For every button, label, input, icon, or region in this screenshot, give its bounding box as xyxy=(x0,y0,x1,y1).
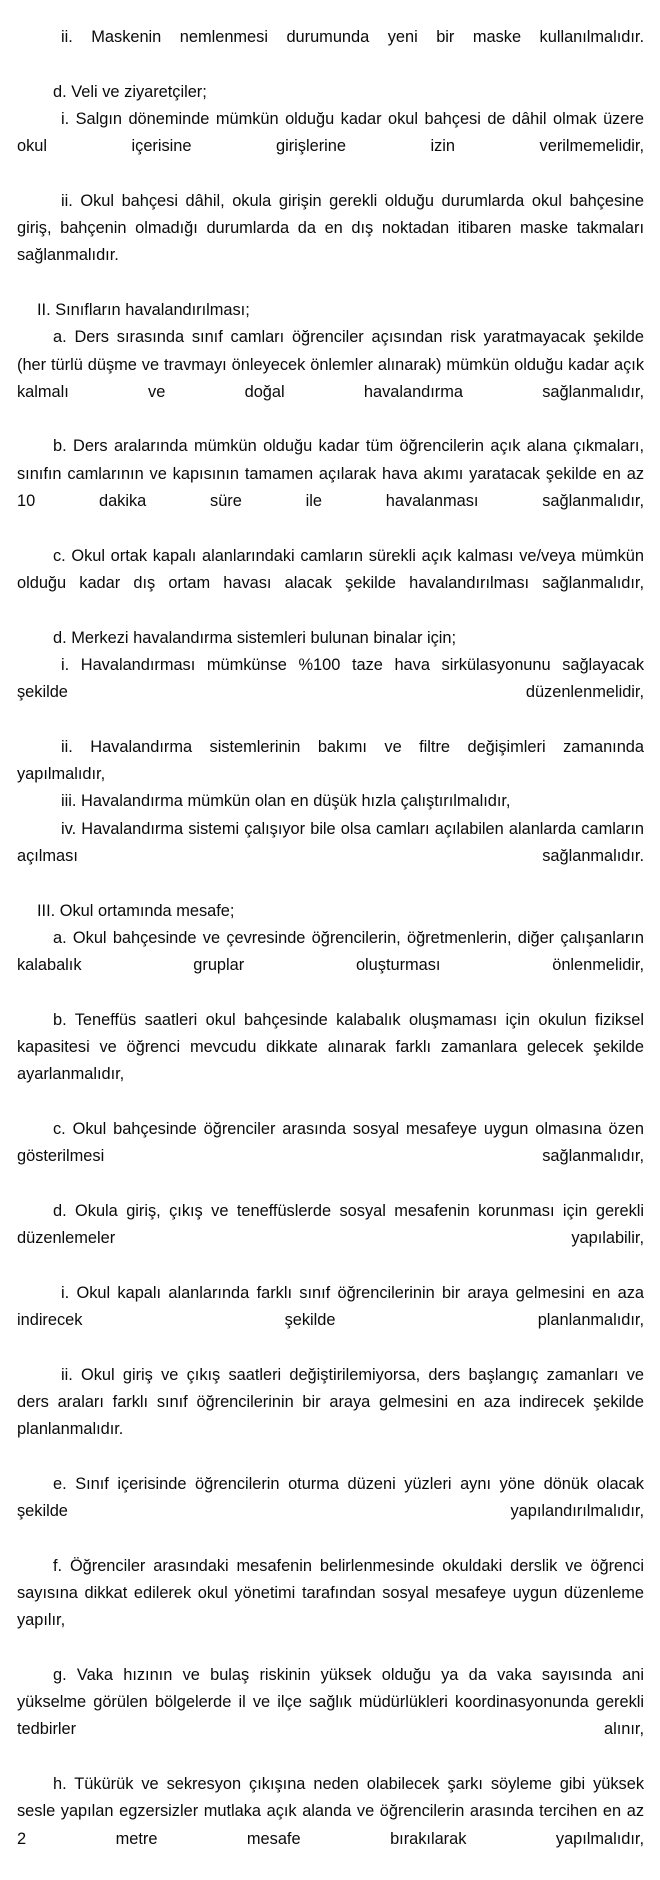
list-item-g-high-case-rate-measures: g. Vaka hızının ve bulaş riskinin yüksek olduğu ya da vaka sayısında ani yükselme görülen bölgelerde il ve ilçe sağlık müdürlükleri koordinasyonunda gerekli tedbirler alınır, xyxy=(17,1665,644,1739)
list-item-c-common-areas-ventilation: c. Okul ortak kapalı alanlarındaki camların sürekli açık kalması ve/veya mümkün olduğu kadar dış ortam havası alacak şekilde havalandırılması sağlanmalıdır, xyxy=(17,546,644,592)
list-item-c-social-distance-schoolyard: c. Okul bahçesinde öğrenciler arasında sosyal mesafeye uygun olmasına özen gösterilmesi sağlanmalıdır, xyxy=(17,1119,644,1166)
list-item-a-avoid-crowded-groups: a. Okul bahçesinde ve çevresinde öğrencilerin, öğretmenlerin, diğer çalışanların kalabalık gruplar oluşturması önlenmelidir, xyxy=(17,928,644,975)
list-item-i-minimize-class-mixing-indoors: i. Okul kapalı alanlarında farklı sınıf öğrencilerinin bir araya gelmesini en aza indirecek şekilde planlanmalıdır, xyxy=(17,1283,644,1329)
section-heading-iii-distance-at-school: III. Okul ortamında mesafe; xyxy=(37,901,235,920)
list-item-f-distance-by-classroom-count: f. Öğrenciler arasındaki mesafenin belirlenmesinde okuldaki derslik ve öğrenci sayısına dikkat edilerek okul yönetimi tarafından sosyal mesafeye uygun düzenleme yapılır, xyxy=(17,1556,644,1630)
list-item-h-singing-loud-exercise-2-metres: h. Tükürük ve sekresyon çıkışına neden olabilecek şarkı söyleme gibi yüksek sesle yapılan egzersizler mutlaka açık alanda ve öğrencilerin arasında tercihen en az 2 metre mesafe bırakılarak yapılmalıdır, xyxy=(17,1775,644,1848)
list-item-ii-filter-maintenance: ii. Havalandırma sistemlerinin bakımı ve filtre değişimleri zamanında yapılmalıdır, xyxy=(17,737,644,784)
list-item-a-window-open-natural-ventilation: a. Ders sırasında sınıf camları öğrenciler açısından risk yaratmayacak şekilde (her türlü düşme ve travmayı önleyecek önlemler alınarak) mümkün olduğu kadar açık kalmalı ve doğal havalandırma sağlanmalıdır, xyxy=(17,328,644,401)
list-item-d-central-ventilation-buildings: d. Merkezi havalandırma sistemleri bulunan binalar için; xyxy=(53,628,457,647)
list-item-d-parents-visitors: d. Veli ve ziyaretçiler; xyxy=(53,82,207,101)
list-item-iii-lowest-speed: iii. Havalandırma mümkün olan en düşük hızla çalıştırılmalıdır, xyxy=(61,792,511,811)
list-item-b-staggered-break-times: b. Teneffüs saatleri okul bahçesinde kalabalık oluşmaması için okulun fiziksel kapasitesi ve öğrenci mevcudu dikkate alınarak farklı zamanlara gelecek şekilde ayarlanmalıdır, xyxy=(17,1010,644,1084)
list-item-i-entry-restriction: i. Salgın döneminde mümkün olduğu kadar okul bahçesi de dâhil olmak üzere okul içerisine girişlerine izin verilmemelidir, xyxy=(17,109,644,156)
list-item-i-fresh-air-circulation: i. Havalandırması mümkünse %100 taze hava sirkülasyonunu sağlayacak şekilde düzenlenmelidir, xyxy=(17,655,644,702)
list-item-b-breaks-10-minutes-airflow: b. Ders aralarında mümkün olduğu kadar tüm öğrencilerin açık alana çıkmaları, sınıfın camlarının ve kapısının tamamen açılarak hava akımı yaratacak şekilde en az 10 dakika süre ile havalanması sağlanmalıdır, xyxy=(17,437,644,511)
list-item-e-seating-same-direction: e. Sınıf içerisinde öğrencilerin oturma düzeni yüzleri aynı yöne dönük olacak şekilde yapılandırılmalıdır, xyxy=(17,1474,644,1521)
list-item-ii-mask-outermost-point: ii. Okul bahçesi dâhil, okula girişin gerekli olduğu durumlarda okul bahçesine giriş, bahçenin olmadığı durumlarda da en dış noktadan itibaren maske takmaları sağlanmalıdır. xyxy=(17,191,644,265)
list-item-ii-staggered-lesson-start-times: ii. Okul giriş ve çıkış saatleri değiştirilemiyorsa, ders başlangıç zamanları ve ders araları farklı sınıf öğrencilerinin bir araya gelmesini en aza indirecek şekilde planlanmalıdır. xyxy=(17,1365,644,1439)
list-item-ii-mask-humidity: ii. Maskenin nemlenmesi durumunda yeni bir maske kullanılmalıdır. xyxy=(61,28,644,46)
list-item-d-entry-exit-arrangements: d. Okula giriş, çıkış ve teneffüslerde sosyal mesafenin korunması için gerekli düzenlemeler yapılabilir, xyxy=(17,1201,644,1248)
section-heading-ii-classroom-ventilation: II. Sınıfların havalandırılması; xyxy=(37,300,250,319)
list-item-iv-windows-open-anyway: iv. Havalandırma sistemi çalışıyor bile olsa camları açılabilen alanlarda camların açılması sağlanmalıdır. xyxy=(17,819,644,865)
